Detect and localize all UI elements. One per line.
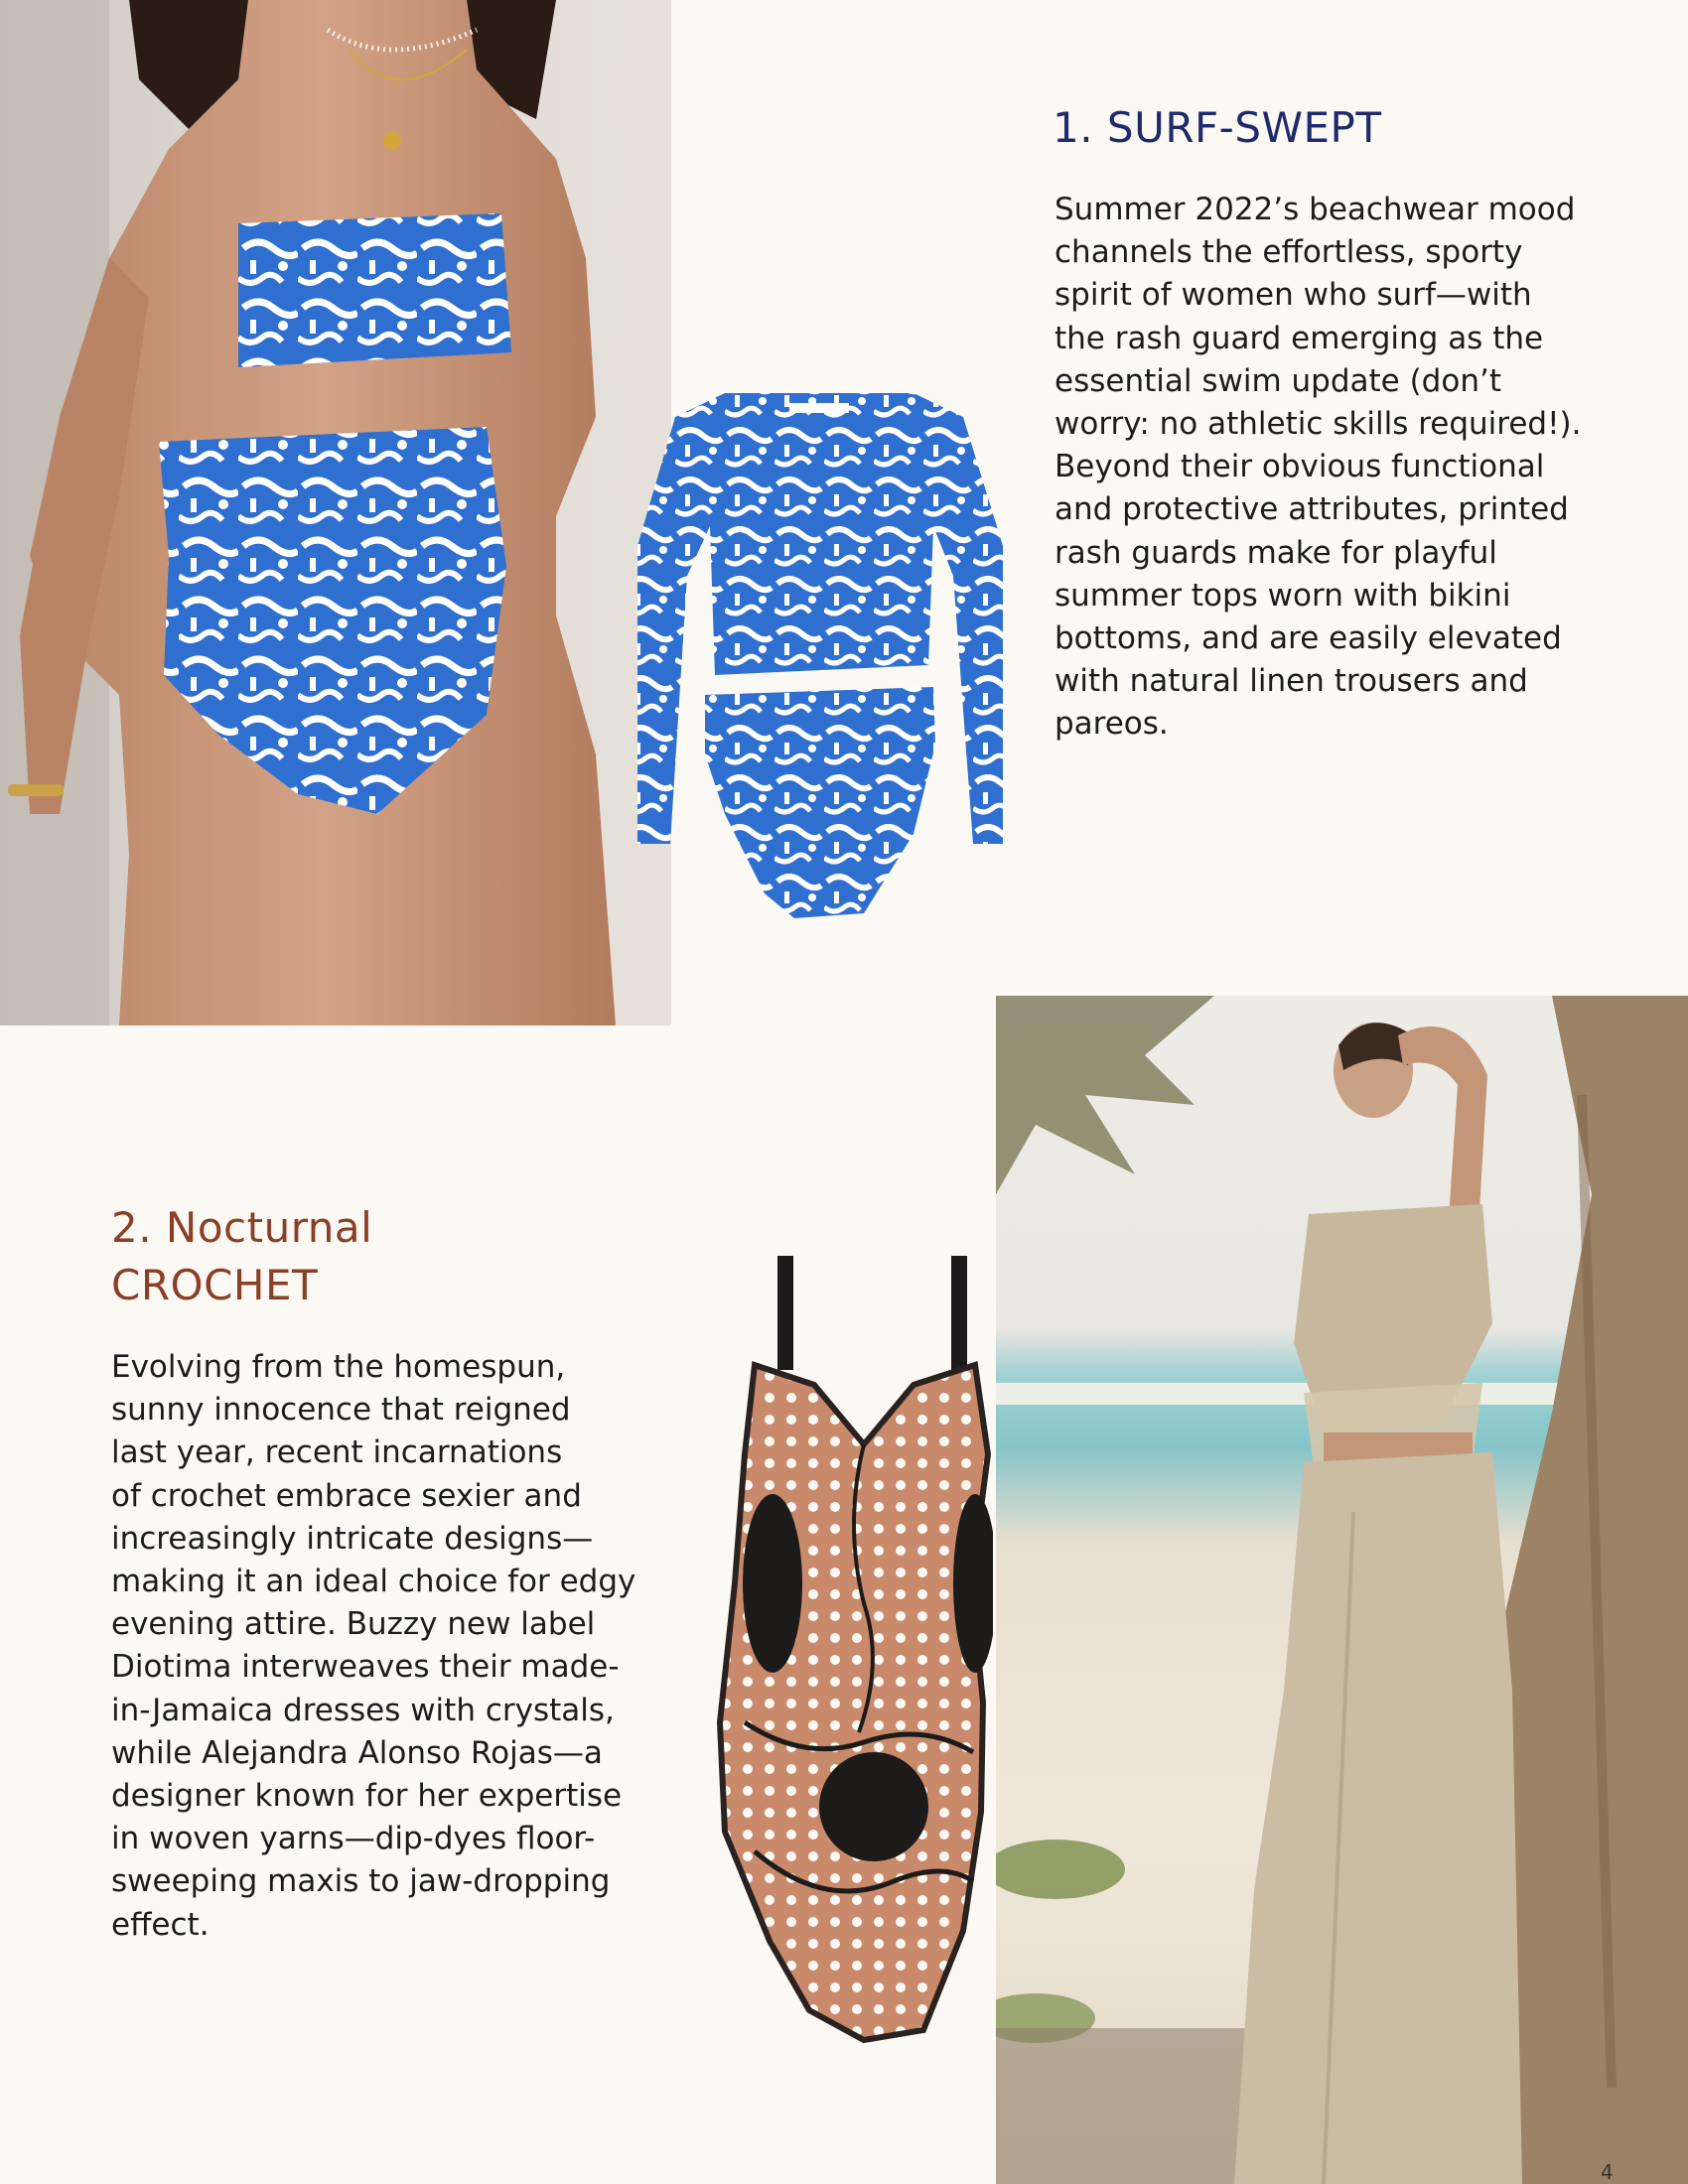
body-line: last year, recent incarnations xyxy=(111,1434,563,1471)
body-line: rash guards make for playful xyxy=(1055,534,1497,571)
body-line: making it an ideal choice for edgy xyxy=(111,1564,636,1600)
body-line: and protective attributes, printed xyxy=(1055,491,1569,528)
rashguard-illustration xyxy=(626,377,1003,933)
product-rashguard-set xyxy=(626,377,1003,933)
photo-beach-model xyxy=(996,996,1688,2184)
body-line: worry: no athletic skills required!). xyxy=(1055,406,1582,443)
body-line: in-Jamaica dresses with crystals, xyxy=(111,1692,615,1728)
heading-line: 2. Nocturnal xyxy=(111,1203,373,1252)
body-line: sweeping maxis to jaw-dropping xyxy=(111,1863,611,1900)
body-line: increasingly intricate designs— xyxy=(111,1520,594,1557)
body-line: evening attire. Buzzy new label xyxy=(111,1606,596,1643)
section-body-nocturnal-crochet xyxy=(111,1346,667,1947)
body-line: in woven yarns—dip-dyes floor- xyxy=(111,1821,596,1857)
body-line: summer tops worn with bikini xyxy=(1055,577,1511,614)
crochet-dress-illustration xyxy=(715,1256,993,2050)
body-line: channels the effortless, sporty xyxy=(1055,234,1523,271)
body-line: effect. xyxy=(111,1906,210,1943)
product-crochet-dress xyxy=(715,1256,993,2050)
body-line: pareos. xyxy=(1055,706,1169,743)
photo-bikini-model xyxy=(0,0,671,1025)
body-line: essential swim update (don’t xyxy=(1055,362,1501,399)
body-line: spirit of women who surf—with xyxy=(1055,277,1532,314)
body-line: Summer 2022’s beachwear mood xyxy=(1055,192,1576,227)
body-line: Beyond their obvious functional xyxy=(1055,449,1545,485)
heading-line: CROCHET xyxy=(111,1261,319,1309)
body-line: sunny innocence that reigned xyxy=(111,1392,571,1429)
section-heading-surf-swept: 1. SURF-SWEPT xyxy=(1053,103,1382,152)
body-line: Diotima interweaves their made- xyxy=(111,1649,620,1686)
section-heading-nocturnal-crochet xyxy=(111,1199,372,1314)
page-number: 4 xyxy=(1601,2160,1614,2184)
body-line: Evolving from the homespun, xyxy=(111,1349,566,1385)
body-line: the rash guard emerging as the xyxy=(1055,320,1544,356)
body-line: designer known for her expertise xyxy=(111,1778,623,1815)
section-body-surf-swept xyxy=(1055,189,1650,747)
bikini-model-illustration xyxy=(0,0,671,1025)
body-line: bottoms, and are easily elevated xyxy=(1055,620,1562,657)
body-line: while Alejandra Alonso Rojas—a xyxy=(111,1734,603,1771)
body-line: with natural linen trousers and xyxy=(1055,663,1528,700)
beach-model-illustration xyxy=(996,996,1688,2184)
body-line: of crochet embrace sexier and xyxy=(111,1477,582,1514)
